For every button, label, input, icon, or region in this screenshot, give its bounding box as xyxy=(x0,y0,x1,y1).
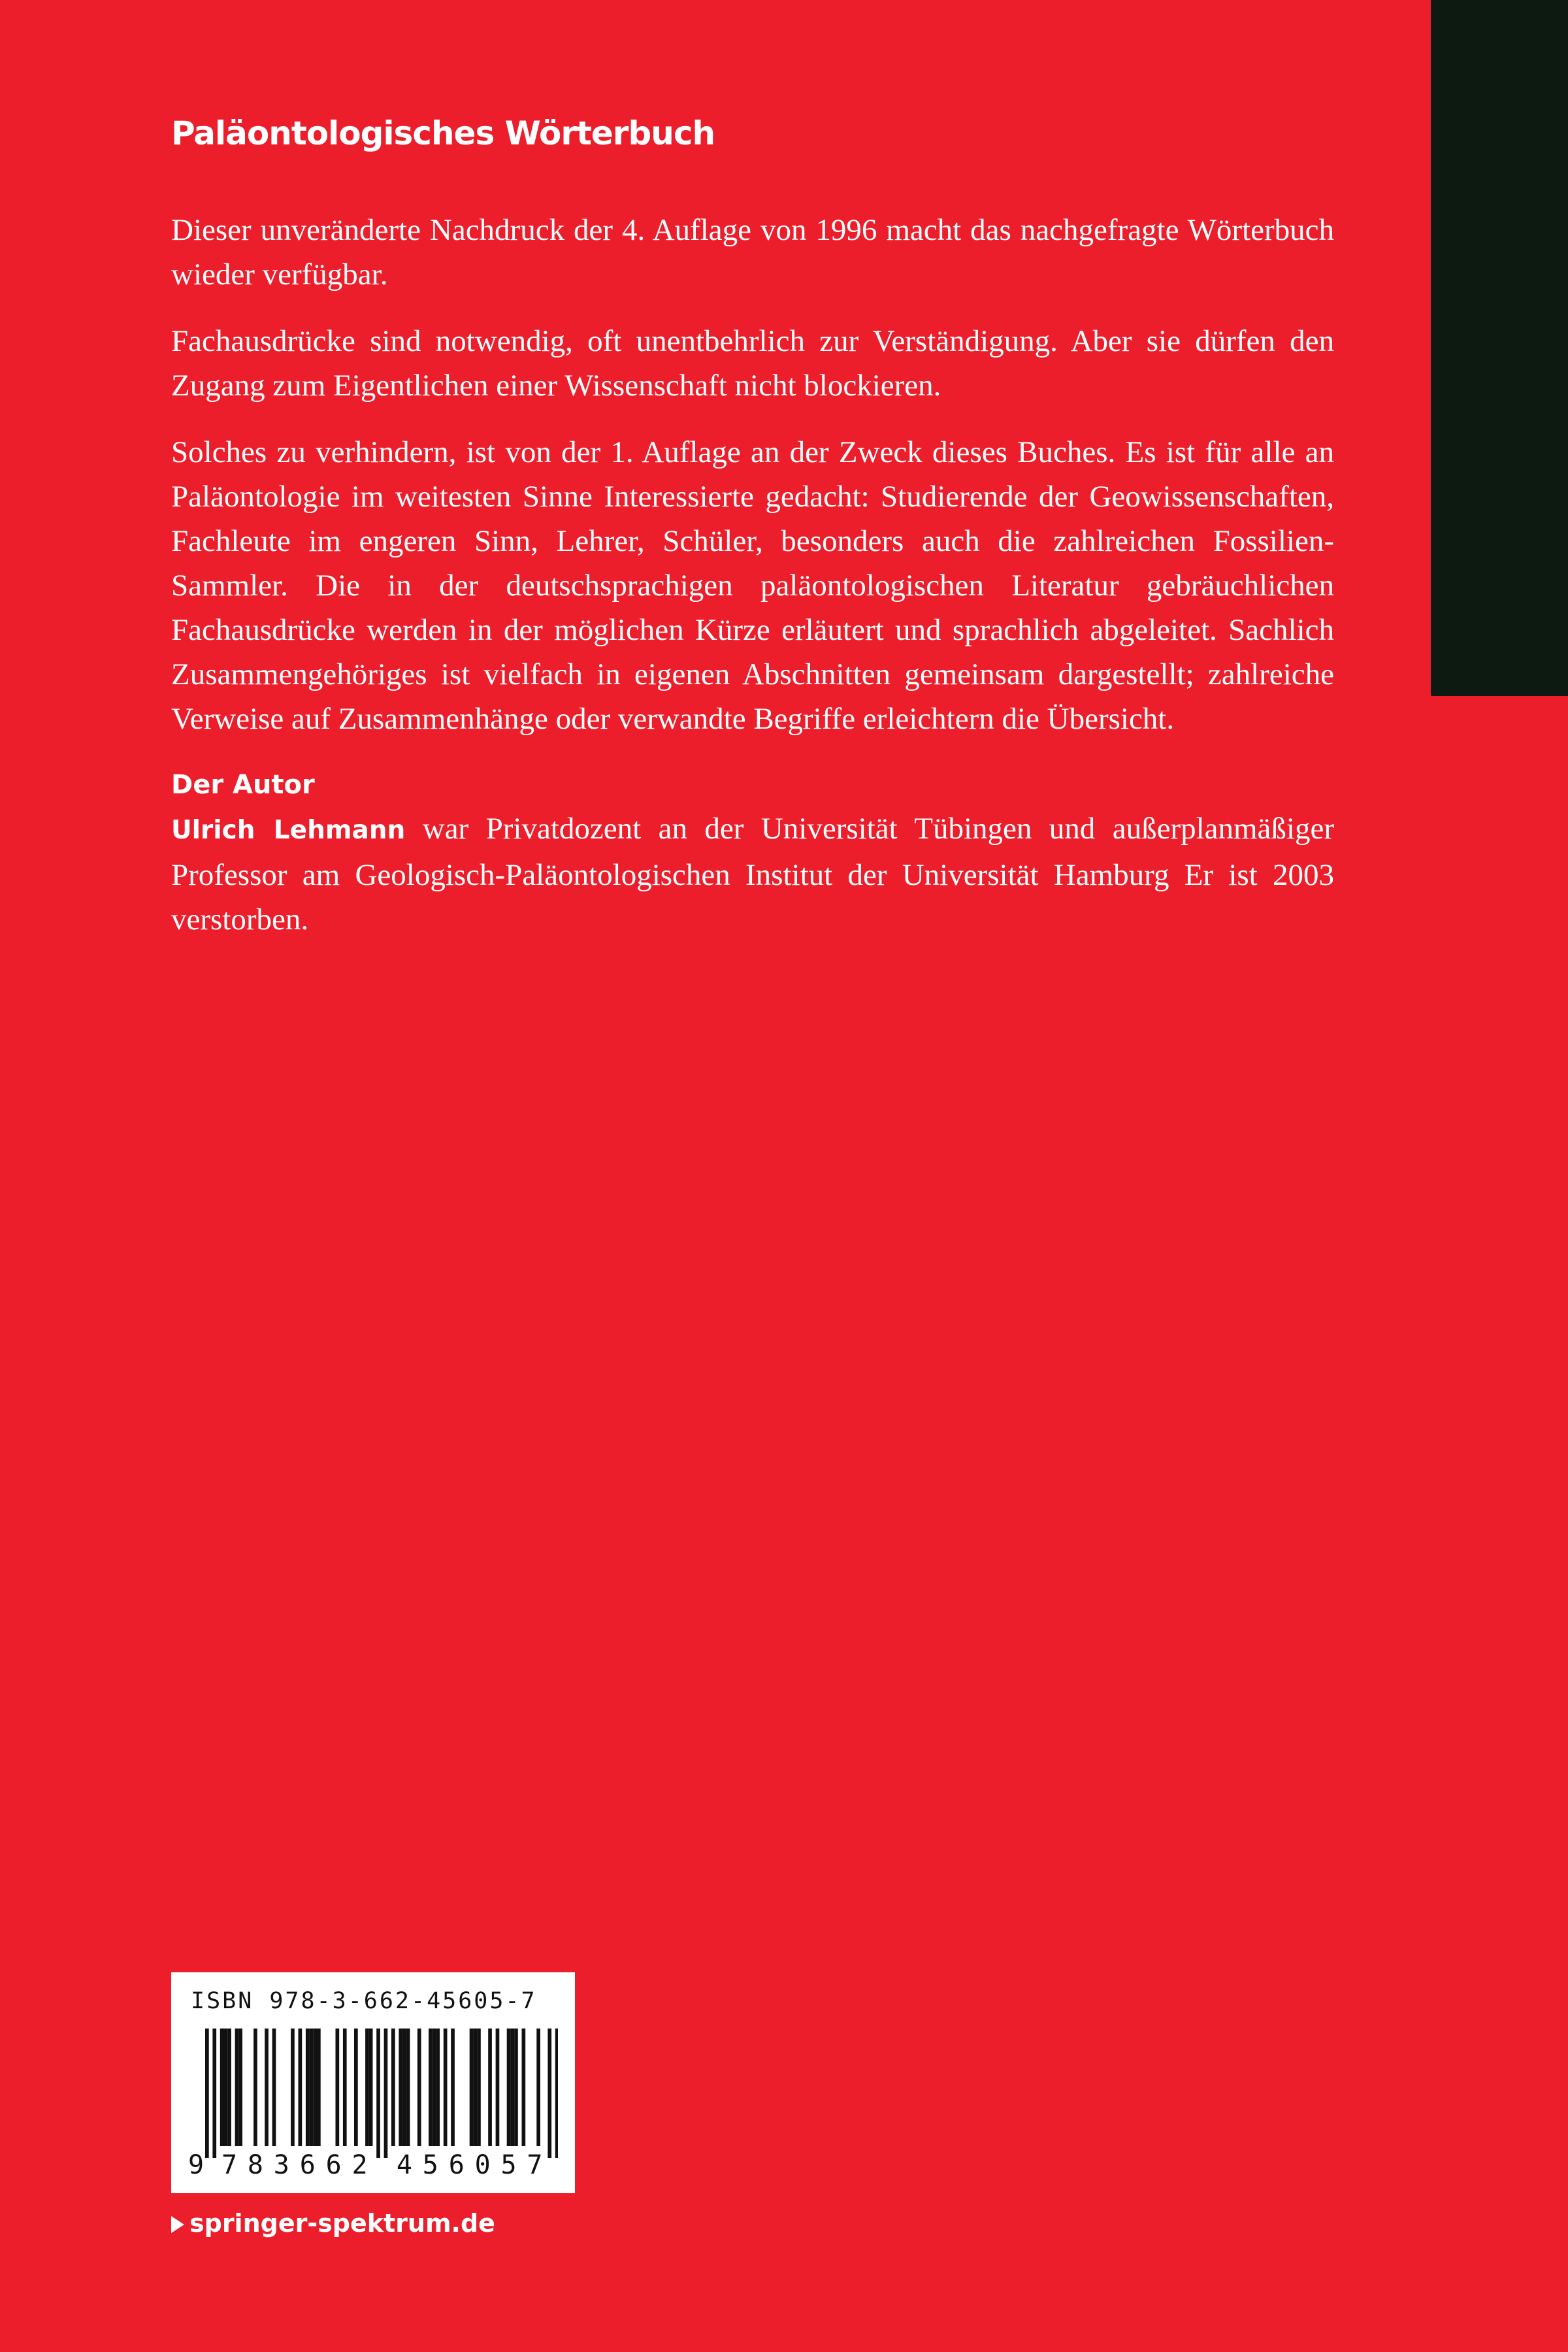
barcode-bar xyxy=(510,2029,514,2146)
barcode-bar xyxy=(406,2029,410,2146)
description-paragraph-3: Solches zu verhindern, ist von der 1. Auflage an der Zweck dieses Buches. Es ist für alle an Paläontologie im weitesten Sinne Interessierte gedacht: Studierende der Geowissenschaften, Fachleute im engeren Sinn, Lehrer, Schüler, besonders auch die zahlreichen Fossilien-Sammler. Die in der deutschsprachigen paläontologischen Literatur gebräuchlichen Fachausdrücke werden in der möglichen Kürze erläutert und sprachlich abgeleitet. Sachlich Zusammengehöriges ist vielfach in eigenen Abschnitten gemeinsam dargestellt; zahlreiche Verweise auf Zusammenhänge oder verwandte Begriffe erleichtern die Übersicht. xyxy=(171,435,1334,736)
barcode-digit: 9 xyxy=(188,2150,204,2180)
barcode-bar xyxy=(336,2029,340,2146)
barcode-bar xyxy=(369,2029,373,2146)
author-name: Ulrich Lehmann xyxy=(171,816,406,845)
barcode-bar xyxy=(291,2029,295,2146)
barcode-bar xyxy=(306,2029,310,2146)
barcode-bar xyxy=(477,2029,481,2146)
barcode-bar xyxy=(220,2029,224,2146)
barcode-guard-bar xyxy=(212,2029,216,2158)
barcode xyxy=(188,2025,558,2180)
barcode-bar xyxy=(253,2029,257,2146)
barcode-bar xyxy=(496,2029,500,2146)
publisher-link[interactable] xyxy=(171,2208,495,2239)
barcode-bar xyxy=(365,2029,369,2146)
barcode-guard-bar xyxy=(547,2029,551,2158)
barcode-bar xyxy=(507,2029,511,2146)
barcode-digit: 6 xyxy=(448,2150,465,2180)
barcode-bar xyxy=(433,2029,436,2146)
barcode-digit: 7 xyxy=(221,2150,238,2180)
barcode-digit: 3 xyxy=(273,2150,289,2180)
spine-strip xyxy=(1431,0,1568,696)
description-paragraph-1: Dieser unveränderte Nachdruck der 4. Auflage von 1996 macht das nachgefragte Wörterbuch wieder verfügbar. xyxy=(171,213,1334,291)
barcode-bar xyxy=(310,2029,314,2146)
barcode-bar xyxy=(402,2029,406,2146)
barcode-bar xyxy=(429,2029,433,2146)
barcode-digit: 8 xyxy=(247,2150,263,2180)
barcode-bar xyxy=(317,2029,321,2146)
barcode-digit: 6 xyxy=(325,2150,342,2180)
cover-text xyxy=(171,110,1334,942)
barcode-bar xyxy=(224,2029,228,2146)
barcode-bar xyxy=(391,2029,395,2146)
barcode-guard-bar xyxy=(205,2029,209,2158)
barcode-bar xyxy=(354,2029,358,2146)
barcode-guard-bar xyxy=(376,2029,380,2158)
barcode-bar xyxy=(473,2029,477,2146)
publisher-website: springer-spektrum.de xyxy=(189,2209,495,2238)
barcode-bar xyxy=(444,2029,448,2146)
isbn-barcode-box xyxy=(171,1972,575,2193)
description-paragraph-2: Fachausdrücke sind notwendig, oft unentbehrlich zur Verständigung. Aber sie dürfen den Zugang zum Eigentlichen einer Wissenschaft nicht blockieren. xyxy=(171,324,1334,403)
barcode-guard-bar xyxy=(555,2029,558,2158)
barcode-bar xyxy=(417,2029,421,2146)
barcode-bar xyxy=(235,2029,239,2146)
barcode-bar xyxy=(436,2029,440,2146)
barcode-bar xyxy=(536,2029,540,2146)
barcode-bar xyxy=(470,2029,474,2146)
barcode-digit: 6 xyxy=(299,2150,316,2180)
barcode-digit: 0 xyxy=(474,2150,491,2180)
triangle-right-icon xyxy=(171,2216,184,2233)
barcode-bar xyxy=(343,2029,347,2146)
author-heading: Der Autor xyxy=(171,770,315,800)
barcode-bar xyxy=(227,2029,231,2146)
barcode-bar xyxy=(514,2029,518,2146)
isbn-label: ISBN 978-3-662-45605-7 xyxy=(191,1988,537,2014)
barcode-bar xyxy=(238,2029,242,2146)
barcode-digit: 4 xyxy=(396,2150,412,2180)
barcode-digit: 7 xyxy=(527,2150,543,2180)
author-bio xyxy=(171,806,1334,942)
barcode-bar xyxy=(399,2029,402,2146)
barcode-bar xyxy=(265,2029,269,2146)
barcode-bar xyxy=(313,2029,317,2146)
barcode-digit: 5 xyxy=(422,2150,438,2180)
barcode-bar xyxy=(488,2029,492,2146)
barcode-bar xyxy=(522,2029,526,2146)
barcode-bar xyxy=(299,2029,302,2146)
book-title: Paläontologisches Wörterbuch xyxy=(171,114,715,152)
barcode-guard-bar xyxy=(384,2029,388,2158)
barcode-digit: 2 xyxy=(351,2150,368,2180)
barcode-bar xyxy=(451,2029,455,2146)
barcode-digit: 5 xyxy=(500,2150,517,2180)
barcode-bar xyxy=(272,2029,276,2146)
author-bio-text: war Privatdozent an der Universität Tübingen und außerplanmäßiger Professor am Geologisch-Paläontologischen Institut der Universität Hamburg Er ist 2003 verstorben. xyxy=(171,812,1334,936)
